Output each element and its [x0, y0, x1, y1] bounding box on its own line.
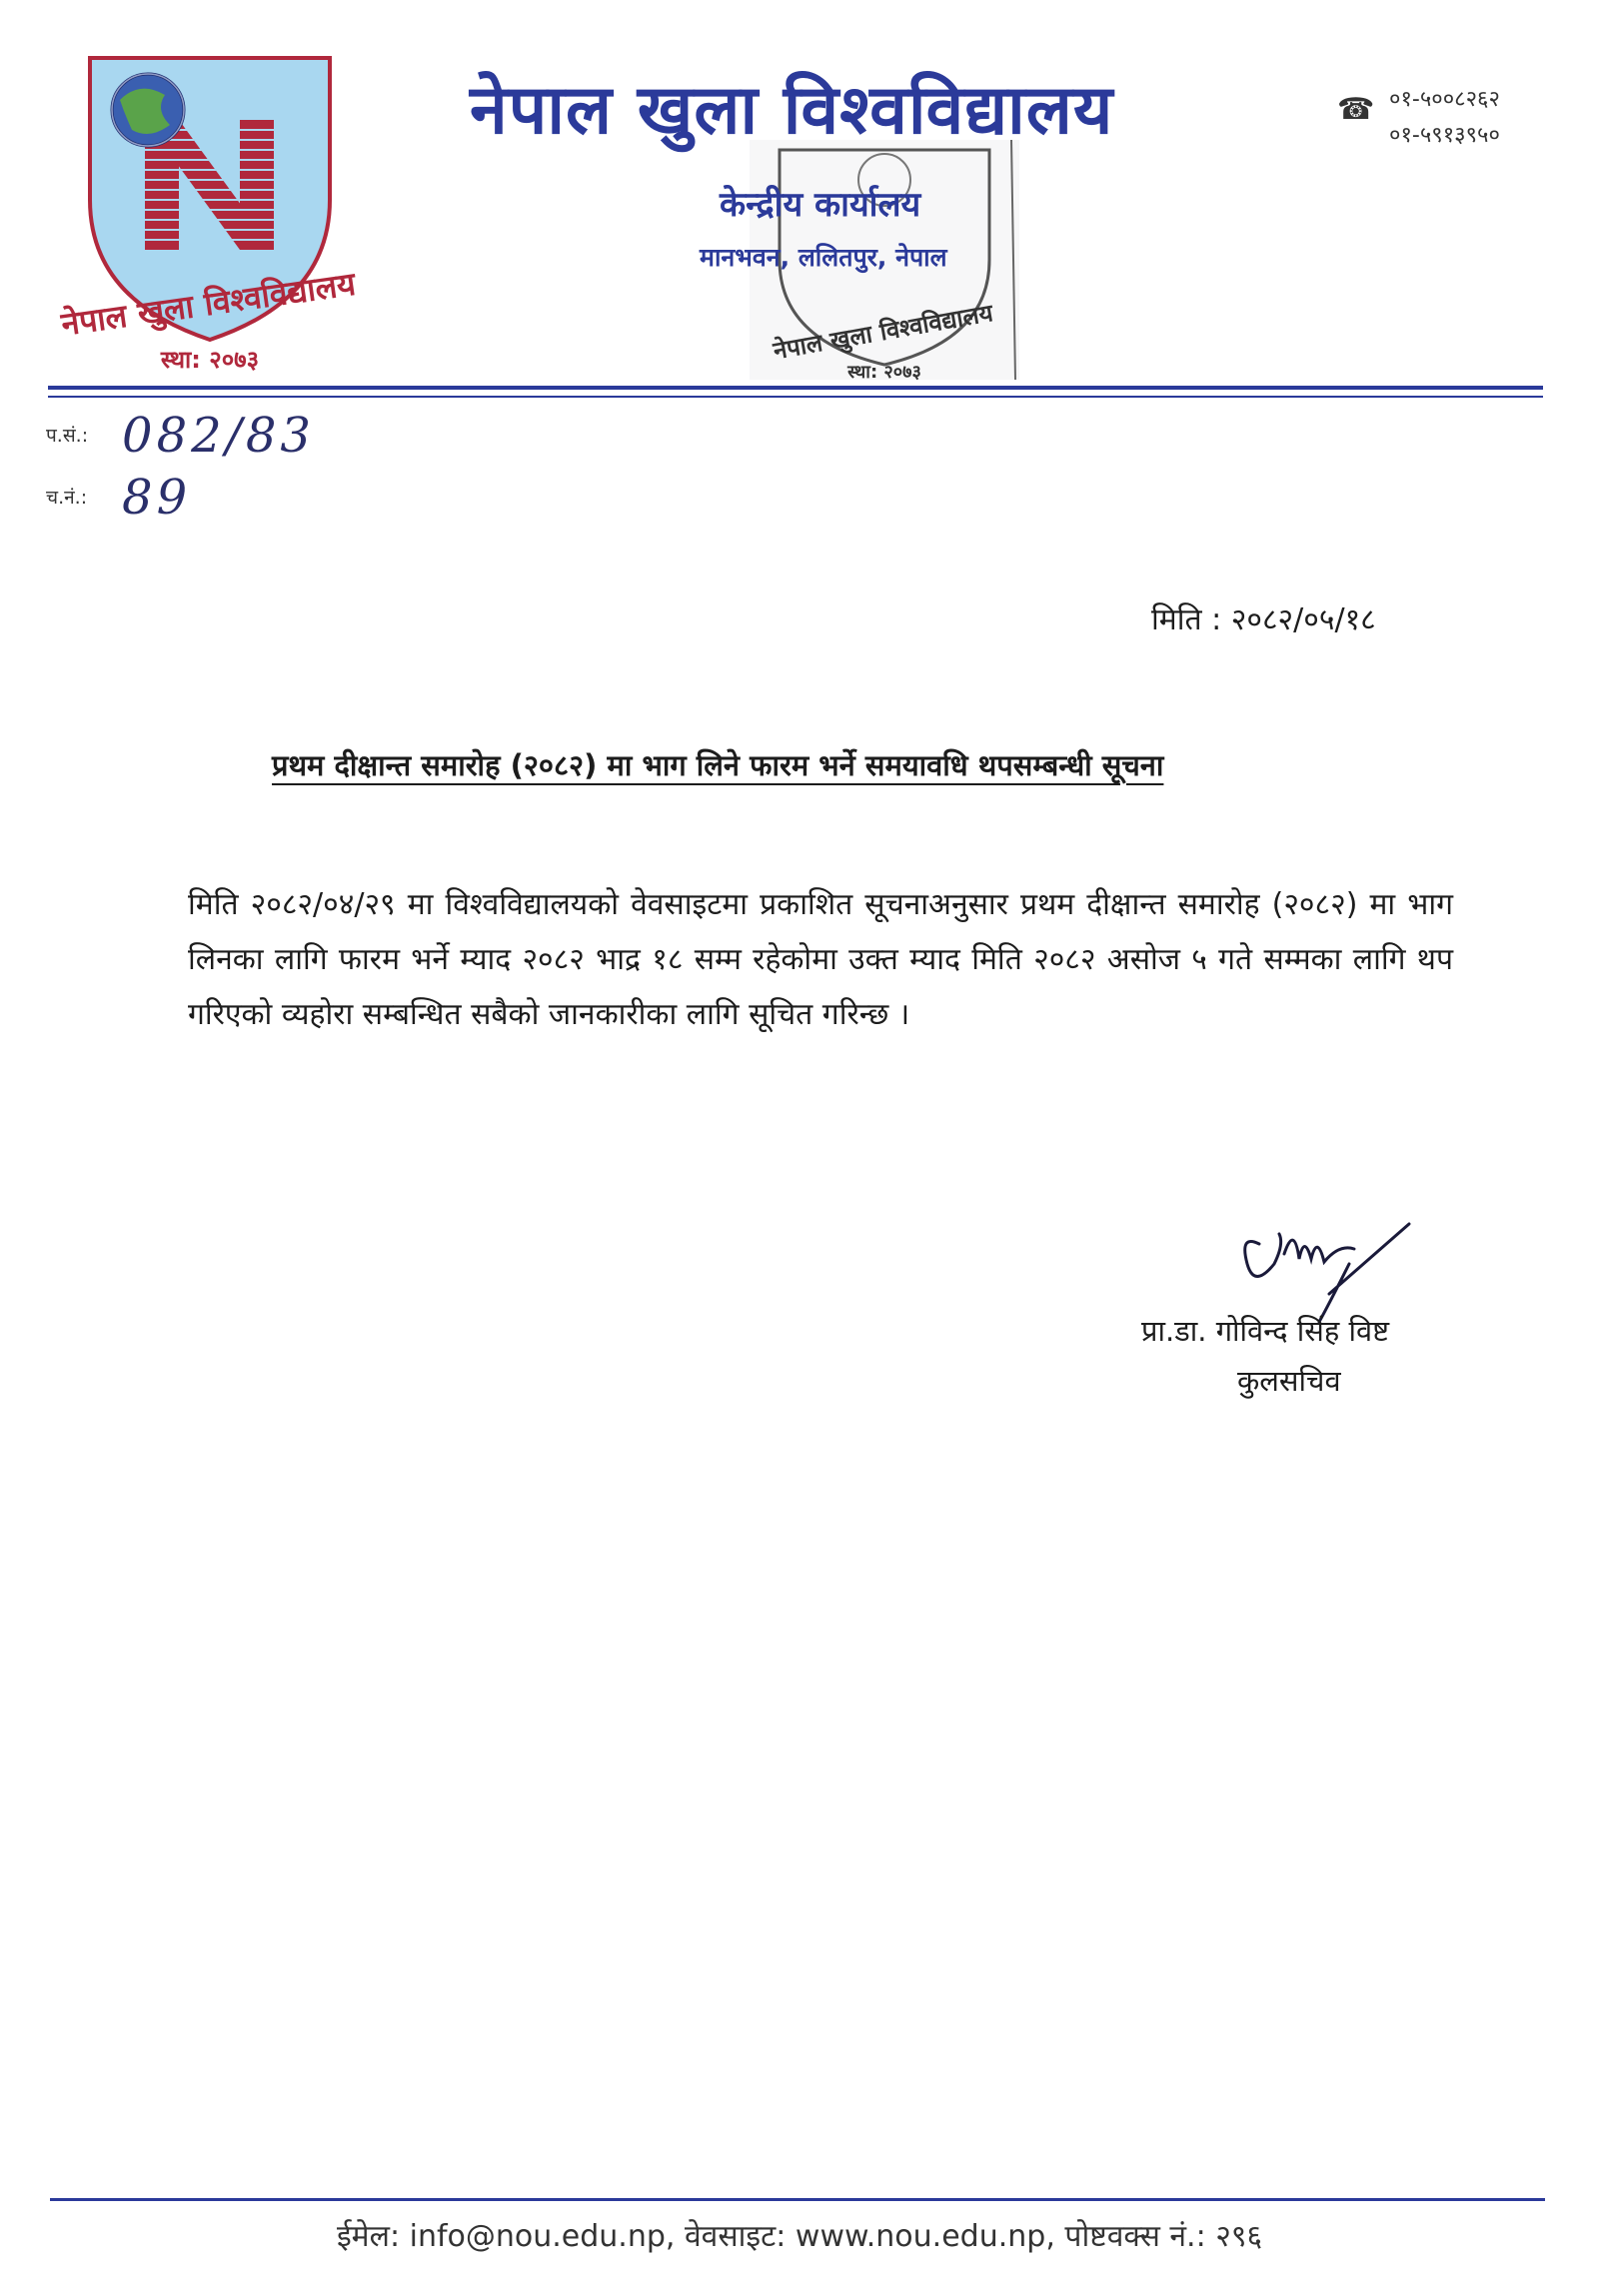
signature: [1229, 1204, 1429, 1324]
signatory-title: कुलसचिव: [1237, 1364, 1341, 1398]
footer-email: info@nou.edu.np: [409, 2219, 666, 2254]
globe-icon: [112, 74, 184, 146]
notice-subject: प्रथम दीक्षान्त समारोह (२०८२) मा भाग लिने फारम भर्ने समयावधि थपसम्बन्धी सूचना: [272, 748, 1164, 782]
letter-number-label: प.सं.:: [46, 424, 89, 447]
telephone-icon: ☎: [1337, 92, 1375, 127]
footer-email-label: ईमेल:: [336, 2219, 401, 2254]
office-name: केन्द्रीय कार्यालय: [720, 185, 921, 225]
logo-arc-text: नेपाल खुला विश्वविद्यालय: [58, 264, 358, 344]
header-rule-thin: [48, 396, 1543, 398]
letter-number-row: [46, 408, 315, 464]
phone-number-1: ०१-५००८२६२: [1389, 87, 1500, 112]
notice-body: मिति २०८२/०४/२९ मा विश्वविद्यालयको वेवसाइटमा प्रकाशित सूचनाअनुसार प्रथम दीक्षान्त समारोह (२०८२) मा भाग लिनका लागि फारम भर्ने म्याद २०८२ भाद्र १८ सम्म रहेकोमा उक्त म्याद मिति २०८२ असोज ५ गते सम्मका लागि थप गरिएको व्यहोरा सम्बन्धित सबैको जानकारीका लागि सूचित गरिन्छ ।: [188, 887, 1453, 1032]
footer-website: www.nou.edu.np: [795, 2219, 1046, 2254]
notice-date: मिति : २०८२/०५/१८: [1151, 602, 1376, 637]
dispatch-number-value: 89: [122, 470, 192, 526]
university-name: नेपाल खुला विश्वविद्यालय: [470, 71, 1114, 150]
footer-pobox-label: पोष्टवक्स नं.:: [1064, 2219, 1206, 2254]
phone-numbers: [1389, 82, 1500, 154]
university-logo: [40, 50, 380, 380]
footer-website-label: वेवसाइट:: [684, 2219, 787, 2254]
letter-number-value: 082/83: [122, 408, 315, 464]
footer-contact: ईमेल: info@nou.edu.np, वेवसाइट: www.nou.edu.np, पोष्टवक्स नं.: २९६: [336, 2219, 1263, 2254]
stamp-established: स्था: २०७३: [847, 362, 921, 383]
dispatch-number-label: च.नं.:: [46, 486, 88, 509]
footer-rule: [50, 2198, 1545, 2201]
logo-established: स्था: २०७३: [160, 346, 260, 374]
header-rule: [48, 386, 1543, 390]
stamp-arc-text: नेपाल खुला विश्वविद्यालय: [771, 299, 995, 366]
dispatch-number-row: [46, 470, 191, 526]
footer-pobox: २९६: [1215, 2219, 1263, 2254]
signatory-name: प्रा.डा. गोविन्द सिंह विष्ट: [1141, 1314, 1390, 1348]
office-address: मानभवन, ललितपुर, नेपाल: [700, 243, 947, 272]
phone-number-2: ०१-५९१३९५०: [1389, 123, 1500, 148]
